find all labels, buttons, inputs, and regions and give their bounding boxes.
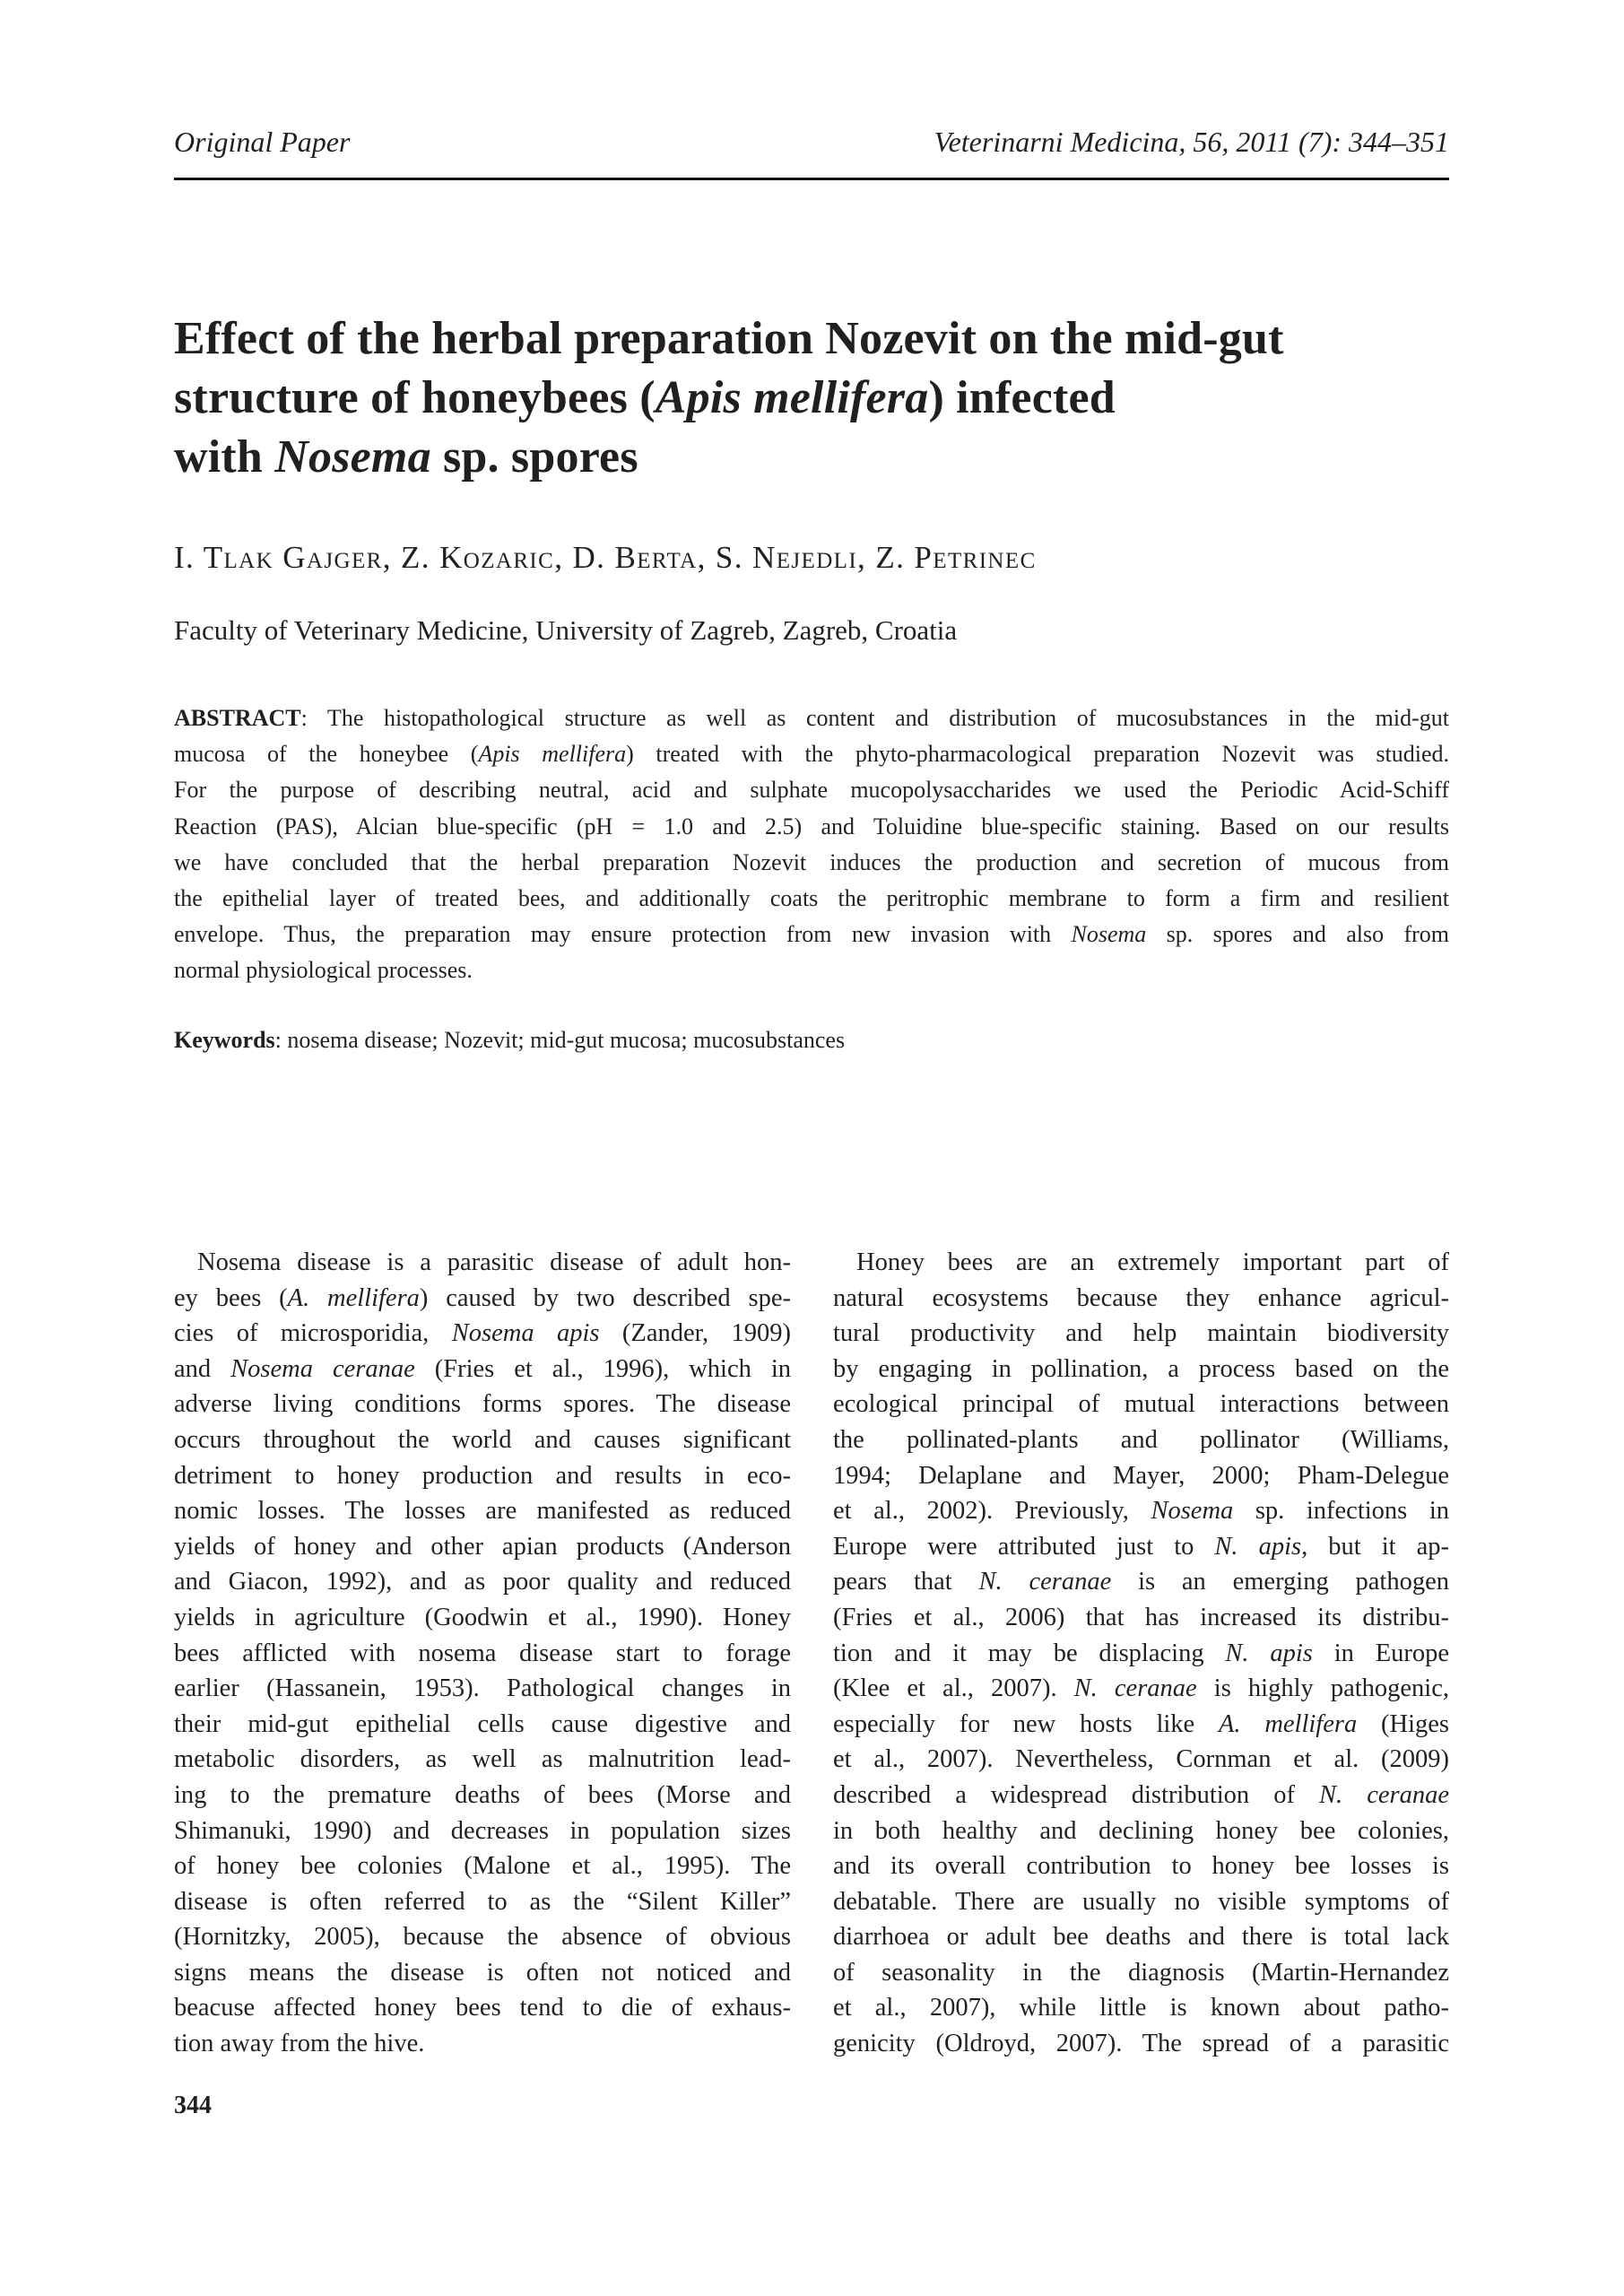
text-run: (Hornitzky, 2005), because the absence of obvious <box>174 1923 791 1952</box>
text-run: disease is often referred to as the “Silent Killer” <box>174 1887 791 1916</box>
text-run: Honey bees are an extremely important part of <box>856 1248 1449 1276</box>
text-run: normal physiological processes. <box>174 957 473 984</box>
body-line <box>833 1813 1449 1849</box>
text-run: and Giacon, 1992), and as poor quality and reduced <box>174 1568 791 1596</box>
text-run: nomic losses. The losses are manifested as reduced <box>174 1497 791 1526</box>
text-run: of seasonality in the diagnosis (Martin-Hernandez <box>833 1958 1449 1987</box>
affiliation: Faculty of Veterinary Medicine, University of Zagreb, Zagreb, Croatia <box>174 614 958 646</box>
body-line <box>833 1493 1449 1529</box>
body-line <box>174 1529 791 1565</box>
body-line <box>833 1707 1449 1743</box>
text-run: especially for new hosts like <box>833 1709 1219 1738</box>
text-run: their mid-gut epithelial cells cause digestive and <box>174 1709 791 1738</box>
abstract <box>174 700 1449 989</box>
abstract-line <box>174 736 1449 772</box>
text-run: is an emerging pathogen <box>1111 1568 1449 1596</box>
text-run: bees afflicted with nosema disease start to forage <box>174 1639 791 1667</box>
text-run: and <box>174 1354 231 1383</box>
body-line <box>174 1742 791 1778</box>
text-run: (Fries et al., 2006) that has increased its distribu- <box>833 1603 1449 1631</box>
body-line <box>174 1600 791 1636</box>
page-number: 344 <box>174 2092 212 2119</box>
text-run: For the purpose of describing neutral, acid and sulphate mucopolysaccharides we used the Periodic Acid-Schiff <box>174 777 1449 804</box>
article-type: Original Paper <box>174 126 351 158</box>
text-run: is highly pathogenic, <box>1196 1674 1449 1703</box>
body-line <box>833 1422 1449 1458</box>
body-line <box>833 1281 1449 1317</box>
body-line <box>174 1778 791 1813</box>
text-run: (Klee et al., 2007). <box>833 1674 1074 1703</box>
abstract-label: ABSTRACT <box>174 705 301 731</box>
keywords <box>174 1022 845 1058</box>
text-run: ) caused by two described spe- <box>419 1283 791 1312</box>
text-run: signs means the disease is often not noticed and <box>174 1958 791 1987</box>
body-line <box>174 1316 791 1352</box>
italic-term: Nosema <box>1151 1497 1234 1526</box>
body-line <box>833 1636 1449 1672</box>
body-line <box>833 1848 1449 1884</box>
abstract-line <box>174 917 1449 952</box>
text-run: cies of microsporidia, <box>174 1319 452 1348</box>
text-run: ecological principal of mutual interactions between <box>833 1390 1449 1419</box>
text-run: : The histopathological structure as well as content and distribution of mucosubstances in the mid-gut <box>300 705 1449 731</box>
keywords-label: Keywords <box>174 1027 275 1053</box>
body-line <box>833 1990 1449 2026</box>
text-run: diarrhoea or adult bee deaths and there is total lack <box>833 1923 1449 1952</box>
text-run: mucosa of the honeybee ( <box>174 741 479 768</box>
text-run: in both healthy and declining honey bee colonies, <box>833 1816 1449 1845</box>
text-run: the pollinated-plants and pollinator (Williams, <box>833 1425 1449 1454</box>
abstract-line <box>174 952 1449 988</box>
body-line <box>833 1742 1449 1778</box>
text-run: adverse living conditions forms spores. The disease <box>174 1390 791 1419</box>
italic-term: A. mellifera <box>1218 1709 1358 1738</box>
text-run: et al., 2002). Previously, <box>833 1497 1151 1526</box>
italic-term: N. ceranae <box>1073 1674 1197 1703</box>
text-run: yields of honey and other apian products (Anderson <box>174 1532 791 1561</box>
body-line <box>833 1919 1449 1955</box>
text-run: metabolic disorders, as well as malnutrition lead- <box>174 1745 791 1774</box>
body-line <box>833 1352 1449 1387</box>
text-run: tion away from the hive. <box>174 2030 425 2058</box>
italic-term: N. apis <box>1225 1639 1313 1667</box>
body-line <box>833 1529 1449 1565</box>
italic-term: N. ceranae <box>1319 1780 1449 1809</box>
title-line-3 <box>174 428 1456 487</box>
body-line <box>174 1813 791 1849</box>
text-run: (Fries et al., 1996), which in <box>414 1354 792 1383</box>
text-run: Europe were attributed just to <box>833 1532 1215 1561</box>
journal-citation: Veterinarni Medicina, 56, 2011 (7): 344–351 <box>934 126 1449 158</box>
body-line <box>174 1458 791 1494</box>
body-line <box>174 1955 791 1991</box>
text-run: (Zander, 1909) <box>599 1319 791 1348</box>
text-run: tion and it may be displacing <box>833 1639 1226 1667</box>
title-genus: Nosema <box>274 431 431 483</box>
text-run: ) treated with the phyto-pharmacological preparation Nozevit was studied. <box>626 741 1450 768</box>
body-line <box>833 1600 1449 1636</box>
text-run: of honey bee colonies (Malone et al., 1995). The <box>174 1852 791 1881</box>
italic-term: Nosema ceranae <box>230 1354 415 1383</box>
text-run: et al., 2007), while little is known about patho- <box>833 1994 1449 2022</box>
author-list: I. Tlak Gajger, Z. Kozaric, D. Berta, S. Nejedli, Z. Petrinec <box>174 540 1037 575</box>
body-line <box>833 1671 1449 1707</box>
keywords-text: : nosema disease; Nozevit; mid-gut mucosa; mucosubstances <box>274 1027 846 1053</box>
text-run: and its overall contribution to honey bee losses is <box>833 1852 1449 1881</box>
body-line <box>833 1778 1449 1813</box>
text-run: the epithelial layer of treated bees, and additionally coats the peritrophic membrane to form a firm and resilient <box>174 884 1449 911</box>
italic-term: A. mellifera <box>287 1283 420 1312</box>
text-run: beacuse affected honey bees tend to die of exhaus- <box>174 1994 791 2022</box>
body-line <box>833 1884 1449 1920</box>
running-header <box>174 124 1449 160</box>
text-run: yields in agriculture (Goodwin et al., 1990). Honey <box>174 1603 791 1631</box>
text-run: , but it ap- <box>1301 1532 1449 1561</box>
body-line <box>174 1493 791 1529</box>
text-run: occurs throughout the world and causes significant <box>174 1425 791 1454</box>
text-run: 1994; Delaplane and Mayer, 2000; Pham-Delegue <box>833 1461 1449 1490</box>
body-line <box>174 1564 791 1600</box>
body-line <box>833 1564 1449 1600</box>
text-run: (Higes <box>1357 1709 1449 1738</box>
title-line-1: Effect of the herbal preparation Nozevit on the mid-gut <box>174 313 1284 364</box>
body-line <box>174 1671 791 1707</box>
italic-term: Nosema <box>1071 921 1147 948</box>
body-line <box>833 1955 1449 1991</box>
abstract-line <box>174 700 1449 736</box>
body-line <box>174 1884 791 1920</box>
header-rule <box>174 178 1449 180</box>
text-run: tural productivity and help maintain biodiversity <box>833 1319 1449 1348</box>
body-line <box>833 2026 1449 2062</box>
text-run: Reaction (PAS), Alcian blue-specific (pH = 1.0 and 2.5) and Toluidine blue-specific staining. Based on our results <box>174 813 1449 839</box>
text-run: envelope. Thus, the preparation may ensure protection from new invasion with <box>174 921 1072 948</box>
text-run: in Europe <box>1312 1639 1450 1667</box>
paper-title <box>174 309 1456 487</box>
body-line <box>174 1422 791 1458</box>
title-line-2 <box>174 369 1456 428</box>
body-line <box>833 1458 1449 1494</box>
text-run: ing to the premature deaths of bees (Morse and <box>174 1780 791 1809</box>
abstract-line <box>174 881 1449 917</box>
text-run: natural ecosystems because they enhance agricul- <box>833 1283 1449 1312</box>
text-run: genicity (Oldroyd, 2007). The spread of a parasitic <box>833 2030 1449 2058</box>
body-line <box>174 1848 791 1884</box>
abstract-line <box>174 845 1449 881</box>
text-run: detriment to honey production and results in eco- <box>174 1461 791 1490</box>
italic-term: Nosema apis <box>451 1319 600 1348</box>
text-run: et al., 2007). Nevertheless, Cornman et al. (2009) <box>833 1745 1449 1774</box>
body-column-right <box>833 1245 1449 2062</box>
text-run: Shimanuki, 1990) and decreases in population sizes <box>174 1816 791 1845</box>
body-line <box>174 1990 791 2026</box>
italic-term: N. ceranae <box>978 1568 1112 1596</box>
body-line <box>174 2026 791 2062</box>
body-column-left <box>174 1245 791 2062</box>
title-species: Apis mellifera <box>655 372 929 423</box>
body-line <box>833 1245 1449 1281</box>
text-run: by engaging in pollination, a process based on the <box>833 1354 1449 1383</box>
text-run: Nosema disease is a parasitic disease of adult hon- <box>197 1248 791 1276</box>
title-text: structure of honeybees ( <box>174 372 656 423</box>
text-run: earlier (Hassanein, 1953). Pathological changes in <box>174 1674 791 1703</box>
text-run: sp. infections in <box>1233 1497 1449 1526</box>
body-line <box>174 1387 791 1422</box>
body-line <box>174 1245 791 1281</box>
title-text: sp. spores <box>430 431 638 483</box>
text-run: sp. spores and also from <box>1146 921 1449 948</box>
body-line <box>174 1919 791 1955</box>
body-line <box>174 1352 791 1387</box>
body-line <box>174 1281 791 1317</box>
italic-term: Apis mellifera <box>478 741 627 768</box>
title-text: with <box>174 431 275 483</box>
abstract-line <box>174 809 1449 845</box>
body-line <box>833 1316 1449 1352</box>
text-run: pears that <box>833 1568 979 1596</box>
text-run: ey bees ( <box>174 1283 288 1312</box>
abstract-line <box>174 772 1449 808</box>
body-line <box>833 1387 1449 1422</box>
text-run: described a widespread distribution of <box>833 1780 1320 1809</box>
body-line <box>174 1707 791 1743</box>
text-run: we have concluded that the herbal preparation Nozevit induces the production and secretion of mucous from <box>174 848 1449 875</box>
text-run: debatable. There are usually no visible symptoms of <box>833 1887 1449 1916</box>
title-text: ) infected <box>928 372 1116 423</box>
italic-term: N. apis <box>1214 1532 1302 1561</box>
body-line <box>174 1636 791 1672</box>
